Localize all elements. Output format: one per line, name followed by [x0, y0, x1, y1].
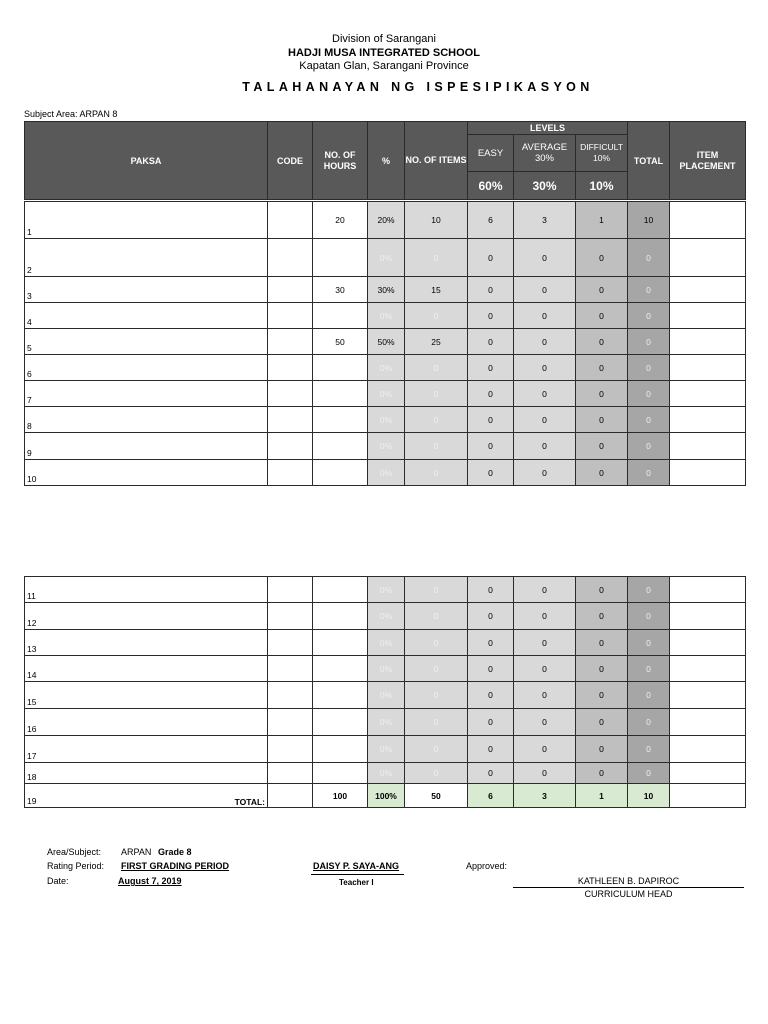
difficult-cell: 1 — [576, 202, 628, 239]
easy-cell: 0 — [468, 355, 514, 381]
table-row — [25, 656, 746, 682]
difficult-cell: 0 — [576, 355, 628, 381]
code-cell — [268, 736, 313, 763]
percent-cell: 0% — [368, 630, 405, 656]
difficult-cell: 0 — [576, 407, 628, 433]
easy-cell: 0 — [468, 577, 514, 603]
easy-cell: 0 — [468, 460, 514, 486]
division-name: Division of Sarangani — [332, 33, 436, 45]
hours-cell — [313, 736, 368, 763]
hours-cell — [313, 630, 368, 656]
code-cell — [268, 630, 313, 656]
topic-cell — [48, 763, 268, 784]
total-cell: 0 — [628, 381, 670, 407]
col-items: NO. OF ITEMS — [405, 122, 468, 200]
grade-value: Grade 8 — [158, 847, 192, 857]
percent-cell: 0% — [368, 460, 405, 486]
curriculum-head-name: KATHLEEN B. DAPIROC — [577, 876, 680, 886]
row-number: 9 — [25, 433, 48, 460]
items-cell: 0 — [405, 577, 468, 603]
items-cell: 10 — [405, 202, 468, 239]
total-cell: 0 — [628, 630, 670, 656]
placement-cell — [670, 202, 746, 239]
percent-cell: 0% — [368, 355, 405, 381]
percent-cell: 0% — [368, 656, 405, 682]
difficult-cell: 0 — [576, 329, 628, 355]
curriculum-head-title: CURRICULUM HEAD — [584, 889, 673, 899]
average-cell: 0 — [514, 656, 576, 682]
row-number: 19 — [25, 784, 48, 808]
average-cell: 0 — [514, 709, 576, 736]
difficult-cell: 0 — [576, 303, 628, 329]
col-percent: % — [368, 122, 405, 200]
percent-cell: 0% — [368, 603, 405, 630]
total-items: 50 — [405, 784, 468, 808]
table-row — [25, 577, 746, 603]
items-cell: 0 — [405, 407, 468, 433]
approved-label: Approved: — [466, 861, 508, 871]
row-number: 18 — [25, 763, 48, 784]
placement-cell — [670, 656, 746, 682]
placement-cell — [670, 577, 746, 603]
placement-cell — [670, 433, 746, 460]
hours-cell — [313, 603, 368, 630]
average-cell: 0 — [514, 630, 576, 656]
code-cell — [268, 603, 313, 630]
items-cell: 0 — [405, 630, 468, 656]
total-percent: 100% — [368, 784, 405, 808]
table-row — [25, 407, 746, 433]
placement-cell — [670, 784, 746, 808]
placement-cell — [670, 381, 746, 407]
percent-cell: 30% — [368, 277, 405, 303]
grand-total: 10 — [628, 784, 670, 808]
placement-cell — [670, 407, 746, 433]
difficult-cell: 0 — [576, 577, 628, 603]
date-label: Date: — [47, 876, 69, 886]
date-value: August 7, 2019 — [118, 876, 182, 886]
difficult-cell: 0 — [576, 682, 628, 709]
code-cell — [268, 784, 313, 808]
percent-cell: 0% — [368, 709, 405, 736]
row-number: 10 — [25, 460, 48, 486]
placement-cell — [670, 355, 746, 381]
items-cell: 0 — [405, 763, 468, 784]
row-number: 13 — [25, 630, 48, 656]
table-row — [25, 763, 746, 784]
difficult-cell: 0 — [576, 656, 628, 682]
average-cell: 0 — [514, 682, 576, 709]
row-number: 12 — [25, 603, 48, 630]
row-number: 1 — [25, 202, 48, 239]
topic-cell — [48, 355, 268, 381]
items-cell: 0 — [405, 355, 468, 381]
table-row — [25, 381, 746, 407]
hours-cell — [313, 433, 368, 460]
placement-cell — [670, 763, 746, 784]
average-percent: 30% — [514, 172, 576, 200]
table-row — [25, 603, 746, 630]
items-cell: 15 — [405, 277, 468, 303]
total-cell: 0 — [628, 355, 670, 381]
table-row — [25, 736, 746, 763]
easy-percent: 60% — [468, 172, 514, 200]
average-cell: 0 — [514, 355, 576, 381]
code-cell — [268, 682, 313, 709]
percent-cell: 20% — [368, 202, 405, 239]
total-cell: 0 — [628, 763, 670, 784]
topic-cell — [48, 460, 268, 486]
difficult-cell: 0 — [576, 630, 628, 656]
code-cell — [268, 460, 313, 486]
total-cell: 0 — [628, 577, 670, 603]
code-cell — [268, 433, 313, 460]
items-cell: 0 — [405, 656, 468, 682]
average-cell: 0 — [514, 303, 576, 329]
placement-cell — [670, 603, 746, 630]
hours-cell — [313, 381, 368, 407]
difficult-cell: 0 — [576, 709, 628, 736]
row-number: 4 — [25, 303, 48, 329]
code-cell — [268, 202, 313, 239]
total-hours: 100 — [313, 784, 368, 808]
easy-cell: 0 — [468, 656, 514, 682]
items-cell: 0 — [405, 709, 468, 736]
topic-cell — [48, 603, 268, 630]
table-row — [25, 460, 746, 486]
hours-cell — [313, 577, 368, 603]
average-cell: 0 — [514, 381, 576, 407]
row-number: 14 — [25, 656, 48, 682]
code-cell — [268, 329, 313, 355]
easy-cell: 0 — [468, 763, 514, 784]
col-levels: LEVELS — [468, 122, 628, 135]
row-number: 2 — [25, 239, 48, 277]
hours-cell — [313, 407, 368, 433]
items-cell: 0 — [405, 239, 468, 277]
hours-cell — [313, 355, 368, 381]
percent-cell: 0% — [368, 433, 405, 460]
placement-cell — [670, 736, 746, 763]
total-cell: 0 — [628, 303, 670, 329]
subject-area: Subject Area: ARPAN 8 — [24, 109, 118, 119]
easy-cell: 0 — [468, 381, 514, 407]
code-cell — [268, 656, 313, 682]
average-cell: 0 — [514, 736, 576, 763]
percent-cell: 0% — [368, 239, 405, 277]
col-total: TOTAL — [628, 122, 670, 200]
topic-cell — [48, 630, 268, 656]
difficult-percent: 10% — [576, 172, 628, 200]
total-average: 3 — [514, 784, 576, 808]
total-difficult: 1 — [576, 784, 628, 808]
col-paksa: PAKSA — [25, 122, 268, 200]
items-cell: 0 — [405, 736, 468, 763]
topic-cell — [48, 433, 268, 460]
items-cell: 0 — [405, 460, 468, 486]
hours-cell: 30 — [313, 277, 368, 303]
total-row — [25, 784, 746, 808]
teacher-signature-line — [311, 874, 404, 875]
difficult-cell: 0 — [576, 433, 628, 460]
percent-cell: 0% — [368, 736, 405, 763]
items-cell: 0 — [405, 433, 468, 460]
col-item-placement: ITEM PLACEMENT — [670, 122, 746, 200]
school-location: Kapatan Glan, Sarangani Province — [299, 60, 469, 72]
total-cell: 0 — [628, 682, 670, 709]
topic-cell — [48, 381, 268, 407]
total-cell: 0 — [628, 709, 670, 736]
total-cell: 0 — [628, 603, 670, 630]
teacher-title: Teacher I — [339, 878, 374, 887]
easy-cell: 0 — [468, 736, 514, 763]
average-cell: 0 — [514, 277, 576, 303]
total-cell: 0 — [628, 277, 670, 303]
topic-cell — [48, 303, 268, 329]
average-cell: 0 — [514, 329, 576, 355]
row-number: 8 — [25, 407, 48, 433]
col-average: AVERAGE 30% — [514, 135, 576, 172]
table-row — [25, 709, 746, 736]
items-cell: 0 — [405, 381, 468, 407]
placement-cell — [670, 329, 746, 355]
total-cell: 0 — [628, 239, 670, 277]
code-cell — [268, 381, 313, 407]
easy-cell: 0 — [468, 407, 514, 433]
topic-cell — [48, 407, 268, 433]
difficult-cell: 0 — [576, 763, 628, 784]
items-cell: 0 — [405, 303, 468, 329]
total-cell: 0 — [628, 736, 670, 763]
row-number: 15 — [25, 682, 48, 709]
code-cell — [268, 277, 313, 303]
row-number: 7 — [25, 381, 48, 407]
code-cell — [268, 709, 313, 736]
code-cell — [268, 239, 313, 277]
total-cell: 10 — [628, 202, 670, 239]
percent-cell: 0% — [368, 303, 405, 329]
placement-cell — [670, 630, 746, 656]
rating-period-value: FIRST GRADING PERIOD — [121, 861, 230, 871]
topic-cell — [48, 202, 268, 239]
table-row — [25, 239, 746, 277]
table-row — [25, 630, 746, 656]
total-cell: 0 — [628, 433, 670, 460]
easy-cell: 0 — [468, 603, 514, 630]
code-cell — [268, 577, 313, 603]
total-cell: 0 — [628, 460, 670, 486]
placement-cell — [670, 460, 746, 486]
placement-cell — [670, 239, 746, 277]
easy-cell: 0 — [468, 709, 514, 736]
topic-cell — [48, 709, 268, 736]
difficult-cell: 0 — [576, 239, 628, 277]
table-row — [25, 682, 746, 709]
row-number: 17 — [25, 736, 48, 763]
topic-cell — [48, 329, 268, 355]
code-cell — [268, 407, 313, 433]
row-number: 11 — [25, 577, 48, 603]
hours-cell — [313, 763, 368, 784]
row-number: 3 — [25, 277, 48, 303]
hours-cell — [313, 460, 368, 486]
easy-cell: 0 — [468, 303, 514, 329]
code-cell — [268, 303, 313, 329]
topic-cell — [48, 682, 268, 709]
hours-cell: 20 — [313, 202, 368, 239]
total-label: TOTAL: — [48, 784, 268, 808]
topic-cell — [48, 656, 268, 682]
difficult-cell: 0 — [576, 381, 628, 407]
col-code: CODE — [268, 122, 313, 200]
total-cell: 0 — [628, 407, 670, 433]
difficult-cell: 0 — [576, 736, 628, 763]
easy-cell: 0 — [468, 433, 514, 460]
easy-cell: 0 — [468, 239, 514, 277]
table-row — [25, 277, 746, 303]
easy-cell: 0 — [468, 630, 514, 656]
items-cell: 25 — [405, 329, 468, 355]
total-easy: 6 — [468, 784, 514, 808]
code-cell — [268, 355, 313, 381]
teacher-name: DAISY P. SAYA-ANG — [313, 861, 400, 871]
school-name: HADJI MUSA INTEGRATED SCHOOL — [288, 47, 480, 59]
area-subject-label: Area/Subject: — [47, 847, 102, 857]
difficult-cell: 0 — [576, 460, 628, 486]
hours-cell — [313, 682, 368, 709]
topic-cell — [48, 577, 268, 603]
percent-cell: 0% — [368, 682, 405, 709]
table-row — [25, 202, 746, 239]
total-cell: 0 — [628, 329, 670, 355]
rating-period-label: Rating Period: — [47, 861, 105, 871]
hours-cell — [313, 239, 368, 277]
easy-cell: 0 — [468, 329, 514, 355]
placement-cell — [670, 682, 746, 709]
row-number: 5 — [25, 329, 48, 355]
difficult-cell: 0 — [576, 603, 628, 630]
col-difficult: DIFFICULT 10% — [576, 135, 628, 172]
difficult-cell: 0 — [576, 277, 628, 303]
document-title: TALAHANAYAN NG ISPESIPIKASYON — [242, 80, 594, 94]
total-cell: 0 — [628, 656, 670, 682]
percent-cell: 0% — [368, 763, 405, 784]
percent-cell: 50% — [368, 329, 405, 355]
row-number: 16 — [25, 709, 48, 736]
table-row — [25, 433, 746, 460]
easy-cell: 6 — [468, 202, 514, 239]
average-cell: 0 — [514, 577, 576, 603]
topic-cell — [48, 277, 268, 303]
col-hours: NO. OF HOURS — [313, 122, 368, 200]
items-cell: 0 — [405, 603, 468, 630]
average-cell: 0 — [514, 407, 576, 433]
percent-cell: 0% — [368, 577, 405, 603]
specification-table — [24, 121, 746, 486]
percent-cell: 0% — [368, 381, 405, 407]
table-row — [25, 303, 746, 329]
table-row — [25, 329, 746, 355]
average-cell: 0 — [514, 433, 576, 460]
hours-cell — [313, 303, 368, 329]
hours-cell — [313, 709, 368, 736]
percent-cell: 0% — [368, 407, 405, 433]
row-number: 6 — [25, 355, 48, 381]
average-cell: 0 — [514, 603, 576, 630]
easy-cell: 0 — [468, 277, 514, 303]
easy-cell: 0 — [468, 682, 514, 709]
average-cell: 0 — [514, 763, 576, 784]
area-subject-value: ARPAN — [121, 847, 152, 857]
placement-cell — [670, 277, 746, 303]
topic-cell — [48, 239, 268, 277]
average-cell: 0 — [514, 239, 576, 277]
table-row — [25, 355, 746, 381]
placement-cell — [670, 709, 746, 736]
average-cell: 3 — [514, 202, 576, 239]
hours-cell — [313, 656, 368, 682]
items-cell: 0 — [405, 682, 468, 709]
hours-cell: 50 — [313, 329, 368, 355]
placement-cell — [670, 303, 746, 329]
average-cell: 0 — [514, 460, 576, 486]
col-easy: EASY — [468, 135, 514, 172]
specification-table-continued — [24, 576, 746, 808]
topic-cell — [48, 736, 268, 763]
code-cell — [268, 763, 313, 784]
